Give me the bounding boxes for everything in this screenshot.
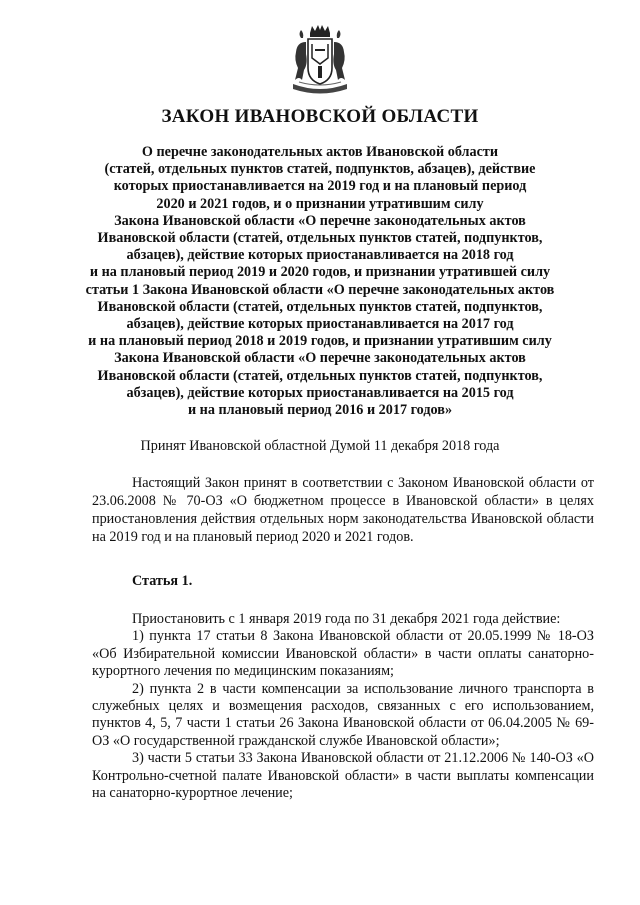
ivanovo-oblast-coat-of-arms-icon [289,24,351,96]
article-1-title: Статья 1. [132,573,193,589]
subject-line: и на плановый период 2018 и 2019 годов, и признании утратившим силу [88,333,552,350]
subject-line: Ивановской области (статей, отдельных пунктов статей, подпунктов, [97,230,543,247]
article-1-body [92,611,594,802]
law-subject-heading [80,144,560,419]
article-item: 1) пункта 17 статьи 8 Закона Ивановской области от 20.05.1999 № 18-ОЗ «Об Избирательной комиссии Ивановской области» в части оплаты санаторно-курортного лечения по медицинским показаниям; [92,628,594,680]
subject-line: которых приостанавливается на 2019 год и на плановый период [113,178,527,195]
subject-line: Закона Ивановской области «О перечне законодательных актов [114,212,526,229]
article-intro: Приостановить с 1 января 2019 года по 31 декабря 2021 года действие: [132,611,561,627]
subject-line: абзацев), действие которых приостанавливается на 2018 год [126,247,514,264]
article-item: 2) пункта 2 в части компенсации за использование личного транспорта в служебных целях и возмещения расходов, связанных с его использованием, пунктов 4, 5, 7 части 1 статьи 26 Закона Ивановской области от 06.04.2005 № 69-ОЗ «О государственной гражданской службе Ивановской области»; [92,680,594,749]
subject-line: абзацев), действие которых приостанавливается на 2015 год [126,384,514,401]
preamble-paragraph: Настоящий Закон принят в соответствии с Законом Ивановской области от 23.06.2008 № 70-ОЗ «О бюджетном процессе в Ивановской области» в целях приостановления действия отдельных норм законодательства Ивановской области на 2019 год и на плановый период 2020 и 2021 годов. [92,475,594,545]
subject-line: Ивановской области (статей, отдельных пунктов статей, подпунктов, [97,298,543,315]
law-title: ЗАКОН ИВАНОВСКОЙ ОБЛАСТИ [161,106,479,127]
subject-line: и на плановый период 2016 и 2017 годов» [187,402,453,419]
subject-line: 2020 и 2021 годов, и о признании утратившим силу [156,195,484,212]
adoption-statement: Принят Ивановской областной Думой 11 декабря 2018 года [140,438,500,454]
subject-line: абзацев), действие которых приостанавливается на 2017 год [126,316,514,333]
subject-line: статьи 1 Закона Ивановской области «О перечне законодательных актов [85,281,555,298]
article-item: 3) части 5 статьи 33 Закона Ивановской области от 21.12.2006 № 140-ОЗ «О Контрольно-счетной палате Ивановской области» в части выплаты компенсации на санаторно-курортное лечение; [92,750,594,802]
subject-line: Ивановской области (статей, отдельных пунктов статей, подпунктов, [97,367,543,384]
subject-line: О перечне законодательных актов Ивановской области [141,144,499,160]
subject-line: и на плановый период 2019 и 2020 годов, и признании утратившей силу [89,264,551,281]
subject-line: (статей, отдельных пунктов статей, подпунктов, абзацев), действие [104,161,536,178]
subject-line: Закона Ивановской области «О перечне законодательных актов [114,350,526,367]
